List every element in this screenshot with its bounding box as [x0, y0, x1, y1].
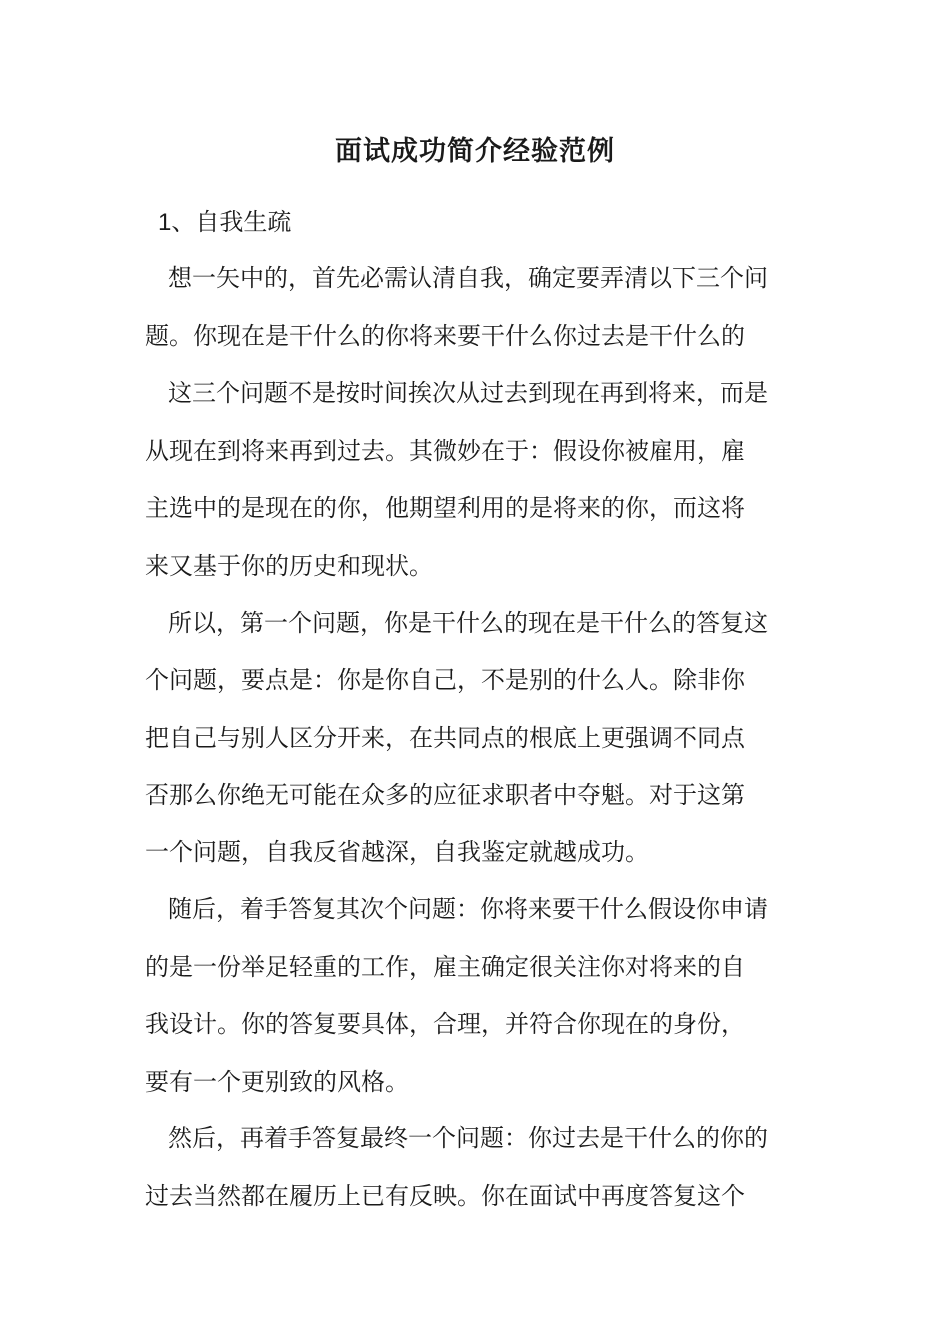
- paragraph-line: 随后，着手答复其次个问题：你将来要干什么假设你申请: [168, 895, 768, 923]
- paragraph-line: 来又基于你的历史和现状。: [145, 552, 433, 580]
- paragraph-line: 然后，再着手答复最终一个问题：你过去是干什么的你的: [168, 1124, 768, 1152]
- paragraph-line: 题。你现在是干什么的你将来要干什么你过去是干什么的: [145, 322, 745, 350]
- section-number: 1: [158, 209, 172, 236]
- document-title: 面试成功简介经验范例: [335, 136, 615, 167]
- section-heading: [158, 202, 291, 243]
- paragraph-line: 想一矢中的，首先必需认清自我，确定要弄清以下三个问: [168, 264, 768, 292]
- paragraph-line: 把自己与别人区分开来，在共同点的根底上更强调不同点: [145, 724, 745, 752]
- paragraph-line: 我设计。你的答复要具体，合理，并符合你现在的身份，: [145, 1010, 745, 1038]
- paragraph-line: 否那么你绝无可能在众多的应征求职者中夺魁。对于这第: [145, 781, 745, 809]
- paragraph-line: 所以，第一个问题，你是干什么的现在是干什么的答复这: [168, 609, 768, 637]
- paragraph-line: 过去当然都在履历上已有反映。你在面试中再度答复这个: [145, 1182, 745, 1210]
- paragraph-line: 一个问题，自我反省越深，自我鉴定就越成功。: [145, 838, 649, 866]
- paragraph-line: 要有一个更别致的风格。: [145, 1068, 409, 1096]
- paragraph-line: 从现在到将来再到过去。其微妙在于：假设你被雇用，雇: [145, 437, 745, 465]
- paragraph-line: 这三个问题不是按时间挨次从过去到现在再到将来，而是: [168, 379, 768, 407]
- section-heading-text: 、自我生疏: [171, 208, 292, 236]
- paragraph-line: 个问题，要点是：你是你自己，不是别的什么人。除非你: [145, 666, 745, 694]
- paragraph-line: 主选中的是现在的你，他期望利用的是将来的你，而这将: [145, 494, 745, 522]
- paragraph-line: 的是一份举足轻重的工作，雇主确定很关注你对将来的自: [145, 953, 745, 981]
